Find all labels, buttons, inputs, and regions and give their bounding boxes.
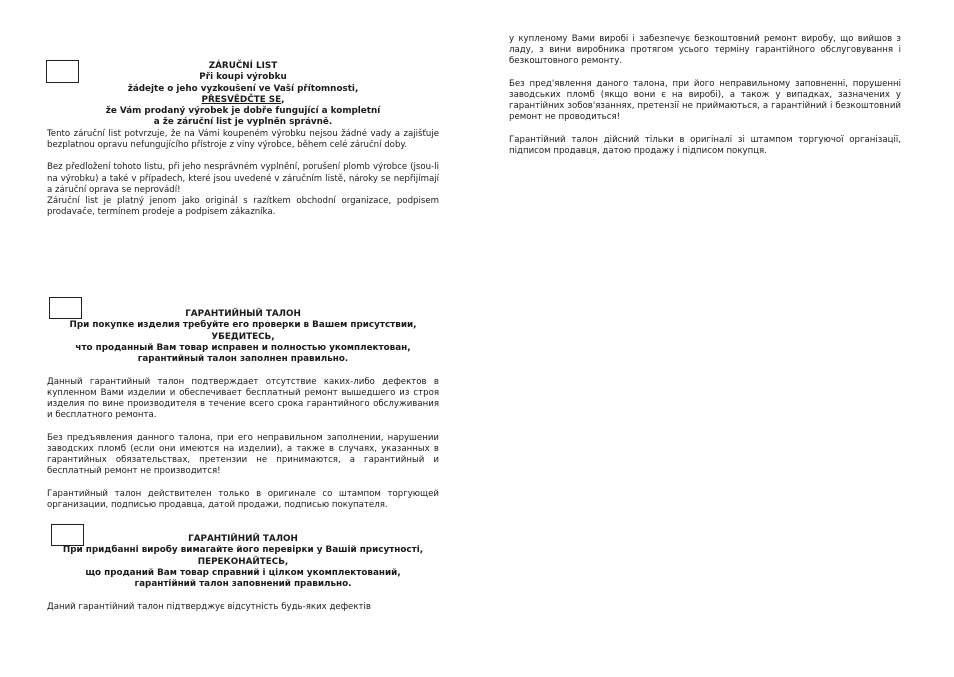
ukrainian-heading-line-4: гарантійний талон заповнений правильно. [134, 579, 352, 590]
russian-section [47, 309, 439, 511]
czech-heading-line-2: žádejte o jeho vyzkoušení ve Vaší přítomnosti, [127, 83, 359, 94]
czech-paragraph-1: Tento záruční list potvrzuje, že na Vámi koupeném výrobku nejsou žádné vady a zajišťuje bezplatnou opravu nefungujícího přístroje z viny výrobce, během celé záruční doby. [47, 128, 439, 150]
ukrainian-paragraph-1-start: Даний гарантійний талон підтверджує відсутність будь-яких дефектів [47, 601, 371, 612]
russian-paragraph-1: Данный гарантийный талон подтверждает отсутствие каких-либо дефектов в купленном Вами изделии и обеспечивает бесплатный ремонт вышедшего из строя изделия по вине производителя в течение всего срока гарантийного обслуживания и бесплатного ремонта. [47, 376, 439, 421]
ukrainian-heading-line-3: що проданий Вам товар справний і цілком укомплектований, [85, 567, 401, 578]
czech-comma: , [281, 94, 285, 105]
russian-paragraph-3: Гарантийный талон действителен только в оригинале со штампом торгующей организации, подписью продавца, датой продажи, подписью покупателя. [47, 488, 439, 510]
russian-heading-line-2: УБЕДИТЕСЬ, [211, 331, 275, 342]
ukrainian-heading-line-1: При придбанні виробу вимагайте його перевірки у Вашій присутності, [62, 545, 424, 556]
czech-heading-line-3 [47, 95, 439, 106]
russian-heading-line-4: гарантийный талон заполнен правильно. [137, 354, 349, 365]
ukrainian-paragraph-1-continued: у купленому Вами виробі і забезпечує безкоштовний ремонт виробу, що вийшов з ладу, з вини виробника протягом усього терміну гарантійного обслуговування і безкоштовного ремонту. [509, 34, 901, 67]
czech-title: ZÁRUČNÍ LIST [208, 61, 278, 71]
czech-section [47, 61, 439, 218]
czech-paragraph-2: Bez předložení tohoto listu, při jeho nesprávném vyplnění, porušení plomb výrobce (jsou-li na výrobku) a také v případech, které jsou uvedené v záručním listě, nároky se nepřijímají a záruční oprava se neprovádí! [47, 162, 439, 195]
czech-verify-emphasis: PŘESVĚDČTE SE [201, 94, 282, 105]
russian-heading-line-3: что проданный Вам товар исправен и полностью укомплектован, [75, 342, 411, 353]
ukrainian-section [47, 534, 439, 613]
ukrainian-continuation [509, 34, 901, 157]
czech-heading-line-1: Při koupi výrobku [199, 72, 287, 83]
czech-heading-line-4: že Vám prodaný výrobek je dobře fungující a kompletní [105, 106, 381, 117]
czech-paragraph-3: Záruční list je platný jenom jako originál s razítkem obchodní organizace, podpisem prodavače, termínem prodeje a podpisem zákazníka. [47, 195, 439, 218]
russian-paragraph-2: Без предъявления данного талона, при его неправильном заполнении, нарушении заводских пломб (если они имеются на изделии), а также в случаях, указанных в гарантийных обязательствах, претензии не принимаются, а гарантийный и бесплатный ремонт не производится! [47, 432, 439, 477]
russian-heading-line-1: При покупке изделия требуйте его проверки в Вашем присутствии, [69, 320, 417, 331]
ukrainian-heading-line-2: ПЕРЕКОНАЙТЕСЬ, [197, 556, 289, 567]
russian-title: ГАРАНТИЙНЫЙ ТАЛОН [185, 309, 301, 319]
ukrainian-paragraph-2: Без пред'явлення даного талона, при його неправильному заповненні, порушенні заводських пломб (якщо вони є на виробі), а також у випадках, зазначених у гарантійних зобов'язаннях, претензії не приймаються, а гарантійний і безкоштовний ремонт не проводиться! [509, 78, 901, 123]
ukrainian-paragraph-3: Гарантійний талон дійсний тільки в оригіналі зі штампом торгуючої організації, підписом продавця, датою продажу і підписом покупця. [509, 134, 901, 156]
czech-heading-line-5: a že záruční list je vyplněn správně. [153, 117, 333, 128]
ukrainian-title: ГАРАНТІЙНИЙ ТАЛОН [188, 534, 298, 544]
